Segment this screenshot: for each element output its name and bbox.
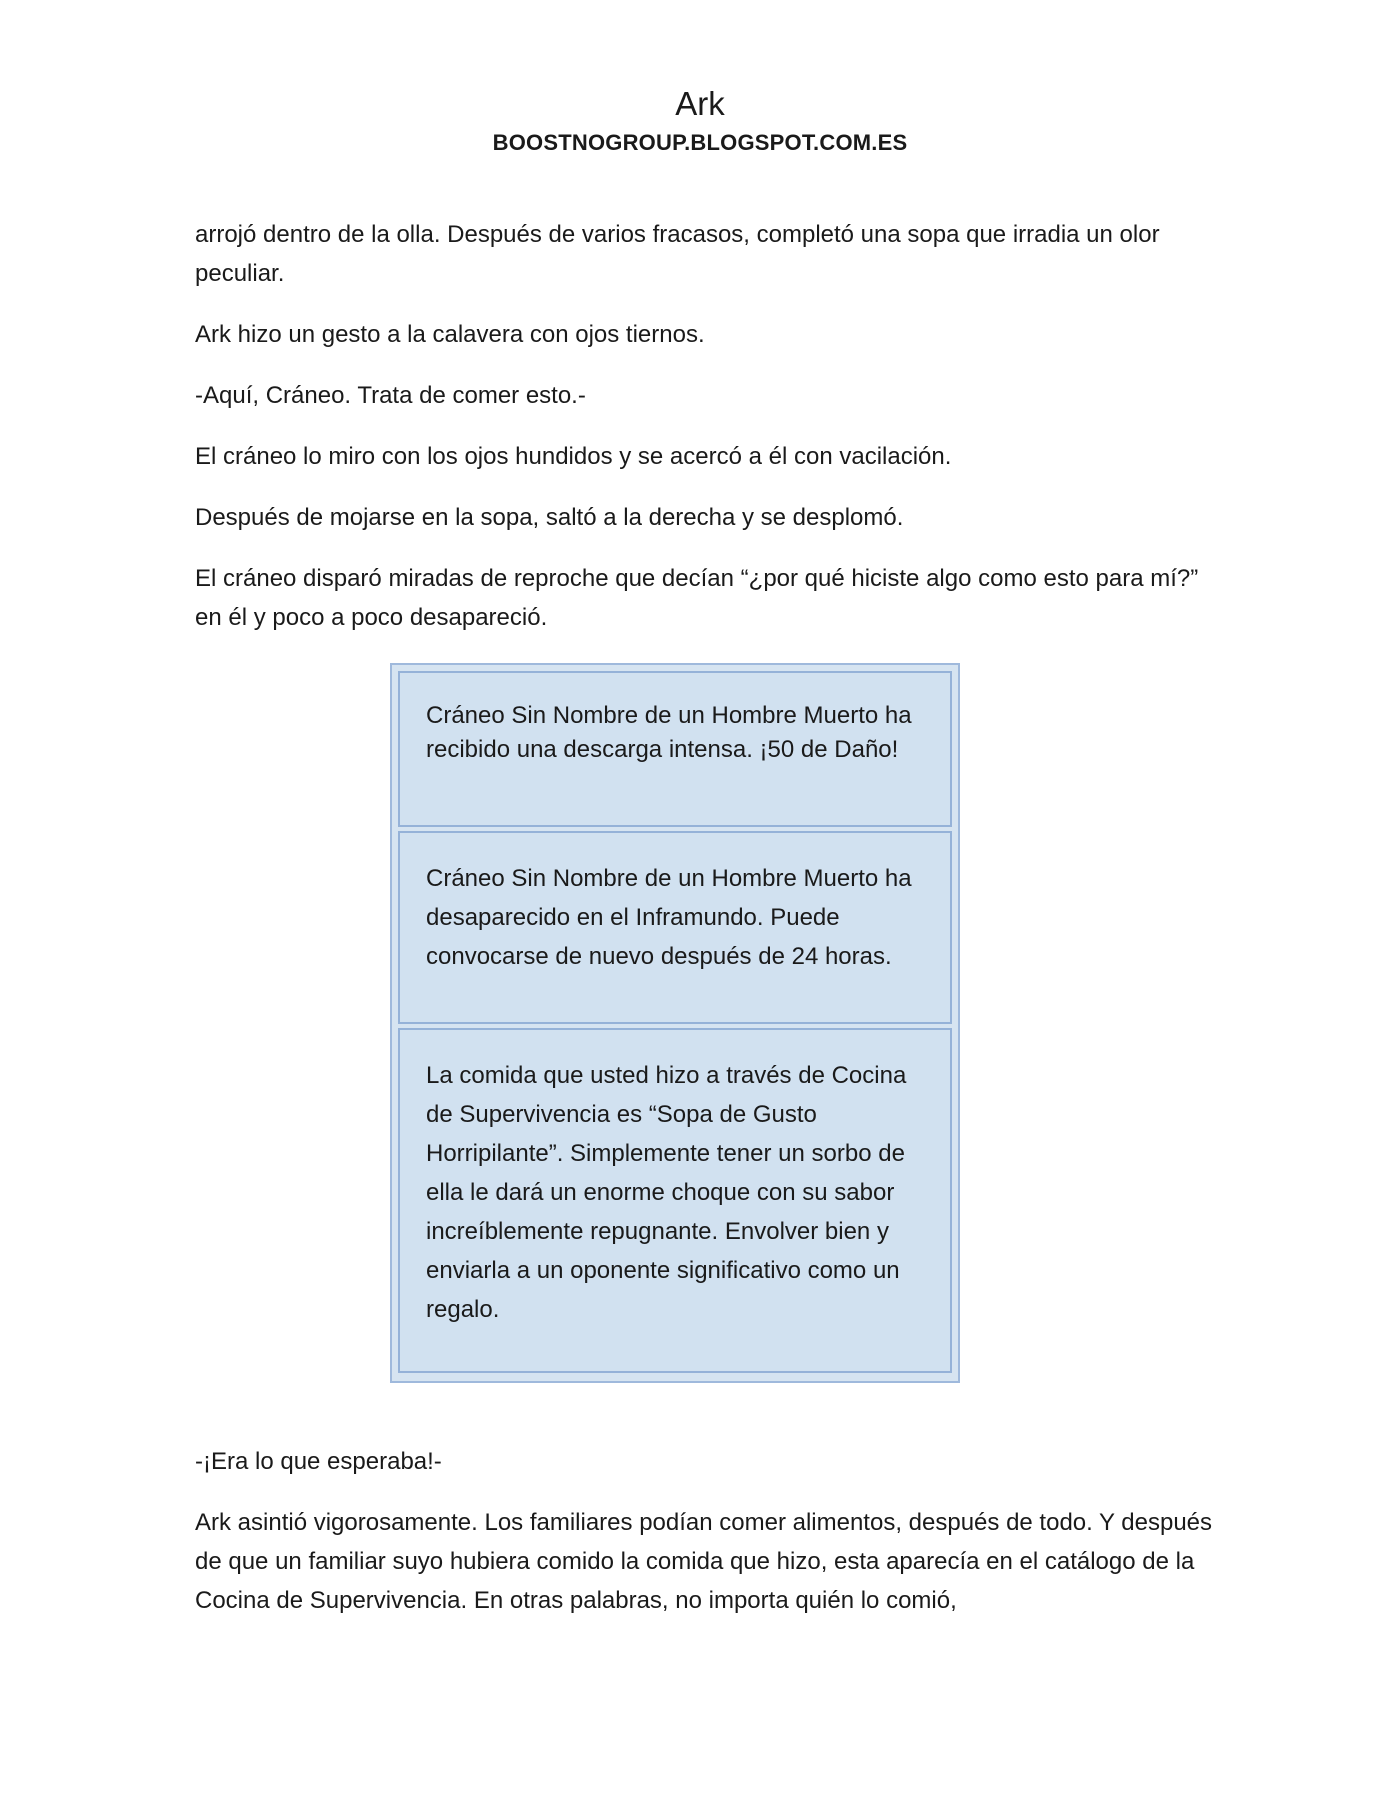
system-notice: Cráneo Sin Nombre de un Hombre Muerto ha recibido una descarga intensa. ¡50 de Daño! bbox=[398, 671, 952, 827]
paragraph: -¡Era lo que esperaba!- bbox=[195, 1448, 442, 1475]
system-notice: Cráneo Sin Nombre de un Hombre Muerto ha desaparecido en el Inframundo. Puede convocarse de nuevo después de 24 horas. bbox=[398, 831, 952, 1024]
paragraph: arrojó dentro de la olla. Después de varios fracasos, completó una sopa que irradia un olor peculiar. bbox=[195, 221, 1160, 287]
body-text-top bbox=[195, 215, 1215, 659]
body-text-bottom bbox=[195, 1442, 1215, 1642]
paragraph: El cráneo disparó miradas de reproche que decían “¿por qué hiciste algo como esto para mí?” en él y poco a poco desapareció. bbox=[195, 565, 1199, 631]
paragraph: -Aquí, Cráneo. Trata de comer esto.- bbox=[195, 382, 586, 409]
paragraph: Ark hizo un gesto a la calavera con ojos tiernos. bbox=[195, 321, 705, 348]
paragraph: Ark asintió vigorosamente. Los familiares podían comer alimentos, después de todo. Y después de que un familiar suyo hubiera comido la comida que hizo, esta aparecía en el catálogo de la Cocina de Supervivencia. En otras palabras, no importa quién lo comió, bbox=[195, 1509, 1213, 1614]
blog-url: BOOSTNOGROUP.BLOGSPOT.COM.ES bbox=[492, 130, 908, 155]
system-notice: La comida que usted hizo a través de Cocina de Supervivencia es “Sopa de Gusto Horripilante”. Simplemente tener un sorbo de ella le dará un enorme choque con su sabor increíblemente repugnante. Envolver bien y enviarla a un oponente significativo como un regalo. bbox=[398, 1028, 952, 1373]
page-header bbox=[0, 84, 1400, 158]
system-notice-panel bbox=[390, 663, 960, 1383]
document-title: Ark bbox=[675, 85, 725, 122]
paragraph: Después de mojarse en la sopa, saltó a la derecha y se desplomó. bbox=[195, 504, 904, 531]
paragraph: El cráneo lo miro con los ojos hundidos y se acercó a él con vacilación. bbox=[195, 443, 952, 470]
